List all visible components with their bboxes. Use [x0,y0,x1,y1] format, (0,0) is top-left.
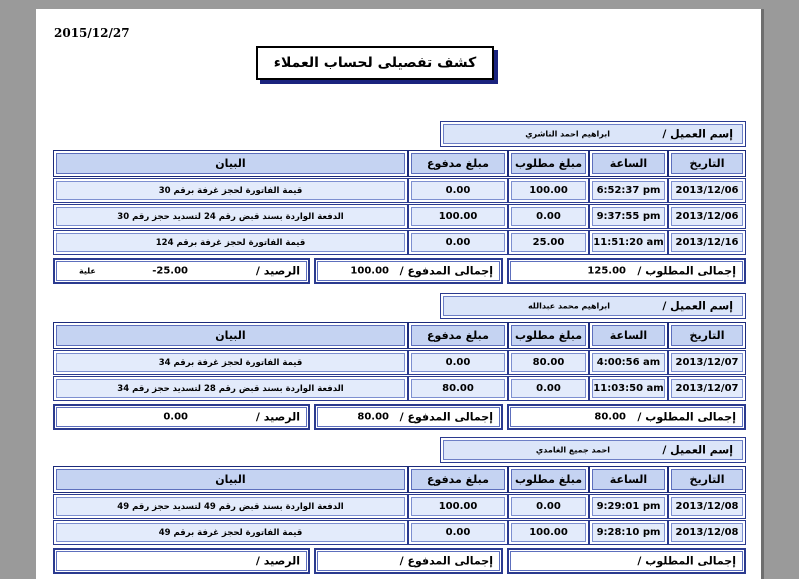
col-header-description: البيان [53,466,408,493]
col-header-paid: مبلغ مدفوع [408,466,508,493]
balance-label: الرصيد / [255,410,300,424]
customer-name: ابراهيم احمد الناشري [525,129,610,139]
col-header-time: الساعة [589,150,668,177]
customer-name-box [440,437,746,463]
col-header-date: التاريخ [668,322,746,349]
col-header-paid: مبلغ مدفوع [408,322,508,349]
row-date: 2013/12/08 [668,520,746,545]
balance-box [53,258,310,284]
row-time: 9:37:55 pm [589,204,668,229]
total-paid-label: إجمالى المدفوع / [399,264,493,278]
customer-name: احمد جميع الغامدي [535,445,610,455]
row-required: 0.00 [508,204,589,229]
total-paid-value: 100.00 [350,265,389,277]
row-description: الدفعة الواردة بسند قبض رقم 49 لتسديد حجز رقم 49 [53,494,408,519]
total-paid-box [314,258,503,284]
balance-box [53,404,310,430]
row-required: 80.00 [508,350,589,375]
row-date: 2013/12/07 [668,376,746,401]
row-description: الدفعة الواردة بسند قبض رقم 24 لتسديد حجز رقم 30 [53,204,408,229]
col-header-date: التاريخ [668,466,746,493]
col-header-time: الساعة [589,466,668,493]
row-time: 9:28:10 pm [589,520,668,545]
row-required: 0.00 [508,376,589,401]
row-date: 2013/12/06 [668,204,746,229]
col-header-required: مبلغ مطلوب [508,150,589,177]
row-paid: 0.00 [408,230,508,255]
customer-label: إسم العميل / [662,127,733,141]
col-header-time: الساعة [589,322,668,349]
row-time: 11:03:50 am [589,376,668,401]
row-required: 0.00 [508,494,589,519]
row-time: 6:52:37 pm [589,178,668,203]
customer-name: ابراهيم محمد عبدالله [527,301,610,311]
col-header-required: مبلغ مطلوب [508,322,589,349]
customer-name-box [440,121,746,147]
report-title: كشف تفصيلى لحساب العملاء [256,46,494,80]
row-time: 11:51:20 am [589,230,668,255]
row-description: قيمة الفاتورة لحجز غرفة برقم 30 [53,178,408,203]
row-date: 2013/12/07 [668,350,746,375]
total-required-label: إجمالى المطلوب / [637,410,736,424]
row-description: قيمة الفاتورة لحجز غرفة برقم 124 [53,230,408,255]
row-paid: 0.00 [408,350,508,375]
total-required-label: إجمالى المطلوب / [637,264,736,278]
row-required: 25.00 [508,230,589,255]
balance-box [53,548,310,574]
row-paid: 0.00 [408,520,508,545]
total-paid-box [314,404,503,430]
total-paid-label: إجمالى المدفوع / [399,554,493,568]
balance-label: الرصيد / [255,554,300,568]
total-paid-box [314,548,503,574]
balance-value: 0.00 [163,411,188,423]
row-date: 2013/12/08 [668,494,746,519]
col-header-date: التاريخ [668,150,746,177]
row-description: قيمة الفاتورة لحجز غرفة برقم 34 [53,350,408,375]
row-paid: 80.00 [408,376,508,401]
row-time: 9:29:01 pm [589,494,668,519]
col-header-paid: مبلغ مدفوع [408,150,508,177]
report-date: 2015/12/27 [54,26,130,40]
balance-value: -25.00 [152,265,188,277]
row-paid: 100.00 [408,204,508,229]
customer-label: إسم العميل / [662,443,733,457]
balance-note: علية [79,266,96,276]
col-header-required: مبلغ مطلوب [508,466,589,493]
total-paid-value: 80.00 [357,411,389,423]
report-page [36,9,761,579]
total-required-box [507,258,746,284]
row-paid: 0.00 [408,178,508,203]
row-description: الدفعة الواردة بسند قبض رقم 28 لتسديد حجز رقم 34 [53,376,408,401]
row-required: 100.00 [508,178,589,203]
total-required-value: 125.00 [587,265,626,277]
row-paid: 100.00 [408,494,508,519]
customer-name-box [440,293,746,319]
row-date: 2013/12/16 [668,230,746,255]
col-header-description: البيان [53,150,408,177]
total-required-value: 80.00 [594,411,626,423]
customer-label: إسم العميل / [662,299,733,313]
row-date: 2013/12/06 [668,178,746,203]
balance-label: الرصيد / [255,264,300,278]
total-required-box [507,404,746,430]
row-description: قيمة الفاتورة لحجز غرفة برقم 49 [53,520,408,545]
row-required: 100.00 [508,520,589,545]
row-time: 4:00:56 am [589,350,668,375]
total-required-label: إجمالى المطلوب / [637,554,736,568]
col-header-description: البيان [53,322,408,349]
total-required-box [507,548,746,574]
total-paid-label: إجمالى المدفوع / [399,410,493,424]
